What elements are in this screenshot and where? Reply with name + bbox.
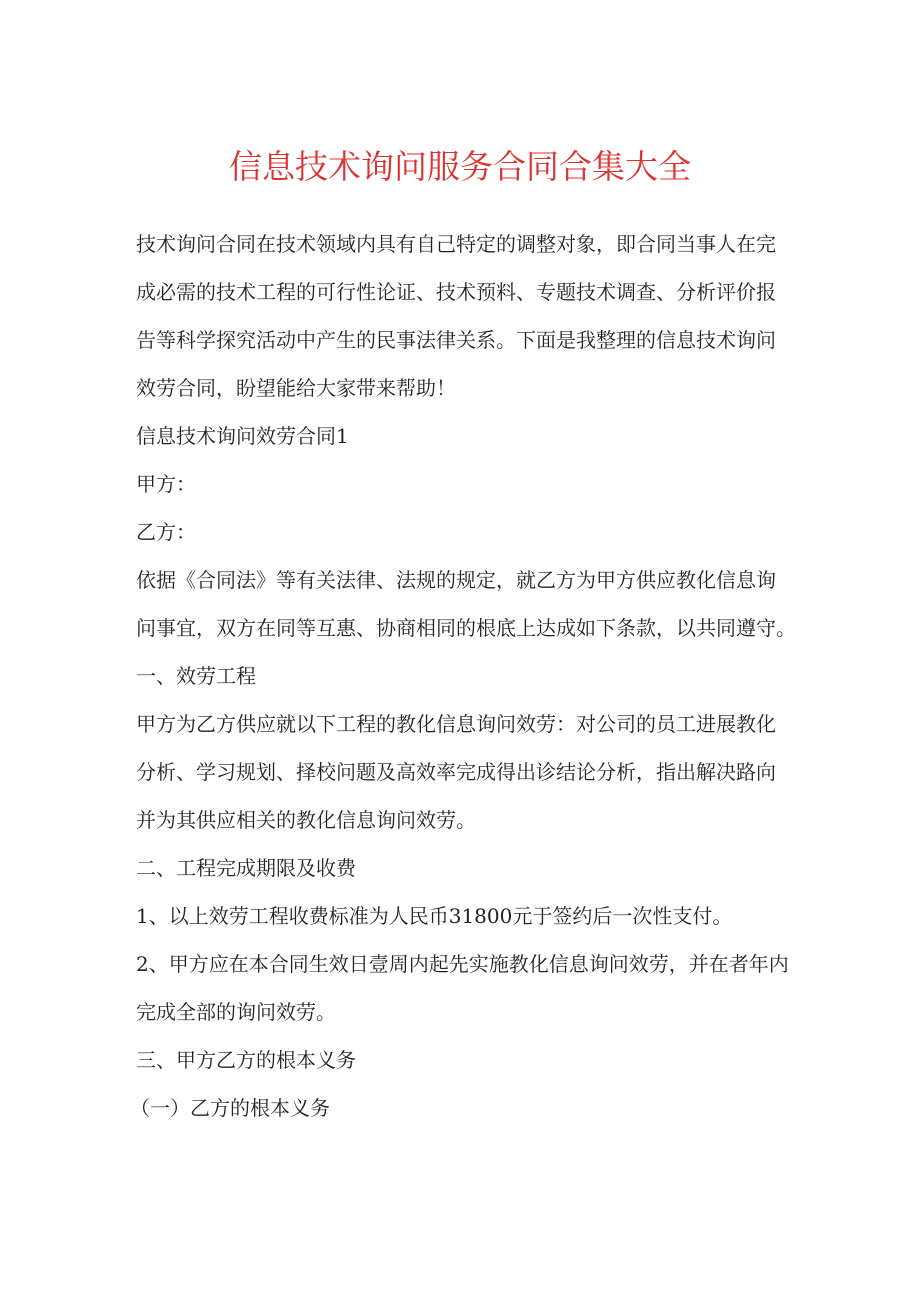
intro-line: 告等科学探究活动中产生的民事法律关系。下面是我整理的信息技术询问: [136, 328, 776, 352]
party-a-label: 甲方：: [136, 472, 196, 496]
section3-heading: 三、甲方乙方的根本义务: [136, 1048, 356, 1072]
basis-paragraph: [136, 556, 796, 652]
intro-line: 技术询问合同在技术领域内具有自己特定的调整对象，即合同当事人在完: [136, 232, 776, 256]
document-title: 信息技术询问服务合同合集大全: [229, 147, 691, 186]
section3-subheading-1: （一）乙方的根本义务: [130, 1096, 330, 1120]
section2-item2-line: 完成全部的询问效劳。: [136, 1000, 336, 1024]
section1-line: 并为其供应相关的教化信息询问效劳。: [136, 808, 476, 832]
section2-item2-line: 2、甲方应在本合同生效日壹周内起先实施教化信息询问效劳，并在者年内: [136, 952, 789, 976]
basis-line: 依据《合同法》等有关法律、法规的规定，就乙方为甲方供应教化信息询: [136, 568, 776, 592]
section1-body: [136, 700, 796, 844]
section1-line: 分析、学习规划、择校问题及高效率完成得出诊结论分析，指出解决路向: [136, 760, 776, 784]
intro-line: 成必需的技术工程的可行性论证、技术预料、专题技术调查、分析评价报: [136, 280, 776, 304]
section2-heading: 二、工程完成期限及收费: [136, 856, 356, 880]
contract-heading: 信息技术询问效劳合同1: [136, 424, 349, 448]
intro-paragraph: [136, 220, 796, 412]
section2-item-2: [136, 940, 796, 1036]
basis-line: 问事宜，双方在同等互惠、协商相同的根底上达成如下条款，以共同遵守。: [136, 616, 796, 640]
section2-item-1: 1、以上效劳工程收费标准为人民币31800元于签约后一次性支付。: [136, 904, 733, 928]
intro-line: 效劳合同，盼望能给大家带来帮助！: [136, 376, 456, 400]
section1-line: 甲方为乙方供应就以下工程的教化信息询问效劳：对公司的员工进展教化: [136, 712, 776, 736]
section1-heading: 一、效劳工程: [136, 664, 256, 688]
party-b-label: 乙方：: [136, 520, 196, 544]
